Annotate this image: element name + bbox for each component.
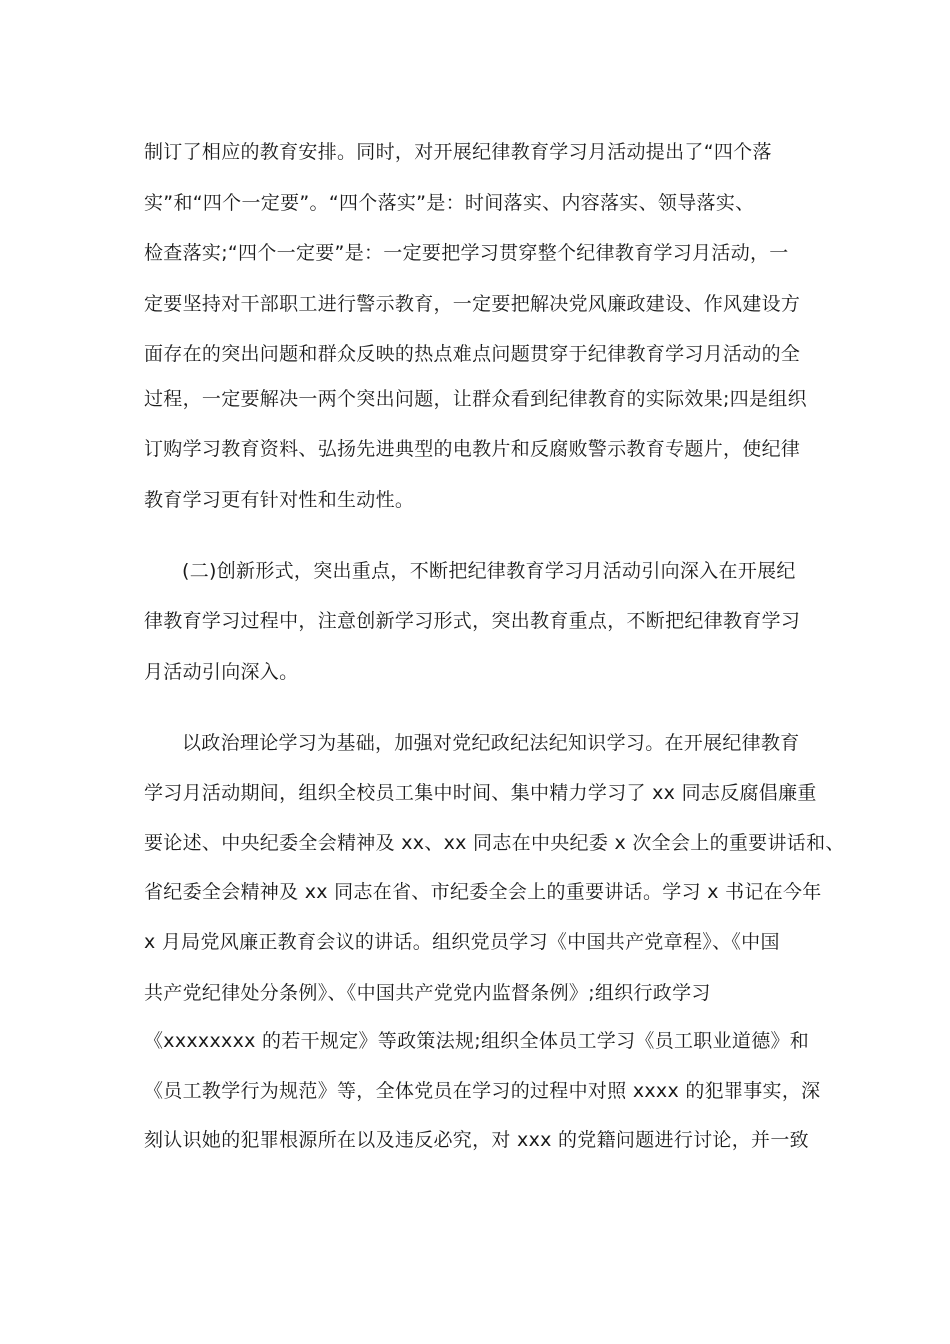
paragraph-1-line-5: 面存在的突出问题和群众反映的热点难点问题贯穿于纪律教育学习月活动的全 [144, 343, 801, 365]
paragraph-3-line-3: 要论述、中央纪委全会精神及 xx、xx 同志在中央纪委 x 次全会上的重要讲话和、 [144, 832, 845, 854]
paragraph-3-line-1: 以政治理论学习为基础，加强对党纪政纪法纪知识学习。在开展纪律教育 [182, 732, 800, 754]
paragraph-3-line-9: 刻认识她的犯罪根源所在以及违反必究，对 xxx 的党籍问题进行讨论，并一致 [144, 1129, 809, 1151]
paragraph-2-line-3: 月活动引向深入。 [144, 661, 299, 683]
paragraph-1-line-1: 制订了相应的教育安排。同时，对开展纪律教育学习月活动提出了“四个落 [144, 141, 772, 163]
paragraph-2-line-2: 律教育学习过程中，注意创新学习形式，突出教育重点，不断把纪律教育学习 [144, 610, 801, 632]
paragraph-1-line-2: 实”和“四个一定要”。“四个落实”是：时间落实、内容落实、领导落实、 [144, 192, 755, 214]
paragraph-3-line-7: 《xxxxxxxx 的若干规定》等政策法规;组织全体员工学习《员工职业道德》和 [144, 1030, 810, 1052]
paragraph-1-line-7: 订购学习教育资料、弘扬先进典型的电教片和反腐败警示教育专题片，使纪律 [144, 438, 801, 460]
paragraph-3-line-6: 共产党纪律处分条例》、《中国共产党党内监督条例》;组织行政学习 [144, 982, 711, 1004]
paragraph-3-line-2: 学习月活动期间，组织全校员工集中时间、集中精力学习了 xx 同志反腐倡廉重 [144, 782, 817, 804]
paragraph-1-line-8: 教育学习更有针对性和生动性。 [144, 489, 415, 511]
paragraph-1-line-6: 过程，一定要解决一两个突出问题，让群众看到纪律教育的实际效果;四是组织 [144, 388, 807, 410]
paragraph-2-line-1: (二)创新形式，突出重点，不断把纪律教育学习月活动引向深入在开展纪 [182, 560, 796, 582]
paragraph-3-line-8: 《员工教学行为规范》等，全体党员在学习的过程中对照 xxxx 的犯罪事实，深 [144, 1080, 821, 1102]
paragraph-1-line-3: 检查落实;“四个一定要”是：一定要把学习贯穿整个纪律教育学习月活动，一 [144, 242, 789, 264]
paragraph-1-line-4: 定要坚持对干部职工进行警示教育，一定要把解决党风廉政建设、作风建设方 [144, 293, 801, 315]
paragraph-3-line-4: 省纪委全会精神及 xx 同志在省、市纪委全会上的重要讲话。学习 x 书记在今年 [144, 881, 822, 903]
paragraph-3-line-5: x 月局党风廉正教育会议的讲话。组织党员学习《中国共产党章程》、《中国 [144, 931, 780, 953]
